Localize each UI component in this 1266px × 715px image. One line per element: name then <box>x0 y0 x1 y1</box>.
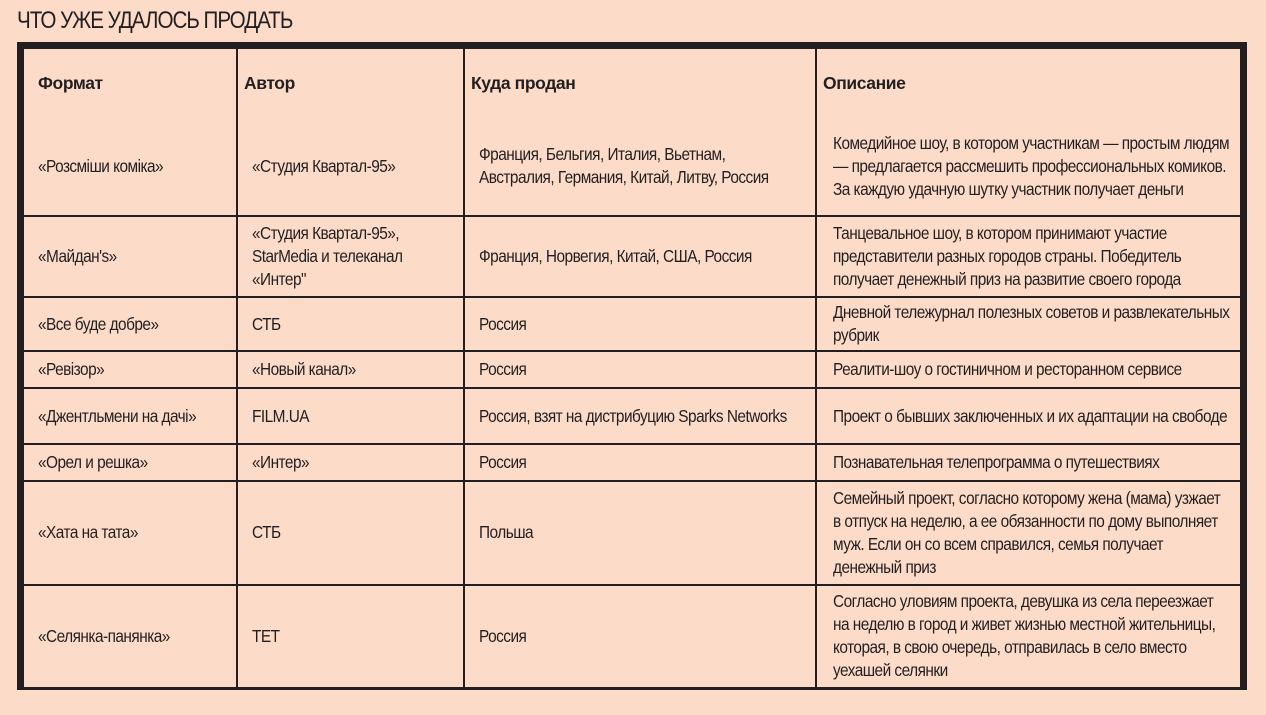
table-header-row <box>24 49 1240 117</box>
sold-to-cell <box>464 481 816 584</box>
sold-to-text: Франция, Норвегия, Китай, США, Россия <box>479 246 752 267</box>
format-text: «Майдан's» <box>38 246 117 267</box>
sold-to-text: Россия <box>479 625 527 646</box>
table-row <box>24 444 1240 481</box>
author-text: «Интер» <box>252 452 310 473</box>
format-text: «Джентльмени на дачі» <box>38 405 197 426</box>
sold-to-cell <box>464 444 816 481</box>
sold-to-text: Россия <box>479 313 527 334</box>
table-row <box>24 351 1240 388</box>
description-cell <box>816 444 1240 481</box>
sold-to-cell <box>464 216 816 297</box>
author-text: СТБ <box>252 522 281 543</box>
author-text: FILM.UA <box>252 405 310 426</box>
format-text: «Все буде добре» <box>38 313 159 334</box>
description-cell <box>816 216 1240 297</box>
author-cell <box>237 297 464 351</box>
format-cell <box>24 444 237 481</box>
table-row <box>24 117 1240 216</box>
description-cell <box>816 351 1240 388</box>
description-text: Проект о бывших заключенных и их адаптации на свободе <box>833 405 1228 426</box>
format-cell <box>24 351 237 388</box>
sales-table <box>24 49 1240 687</box>
description-text: Реалити-шоу о гостиничном и ресторанном сервисе <box>833 359 1182 380</box>
format-cell <box>24 388 237 444</box>
table-row <box>24 388 1240 444</box>
table-row <box>24 297 1240 351</box>
format-cell <box>24 117 237 216</box>
sold-to-text: Россия <box>479 452 527 473</box>
description-cell <box>816 388 1240 444</box>
format-cell <box>24 481 237 584</box>
author-text: СТБ <box>252 313 281 334</box>
header-sold-to: Куда продан <box>464 49 816 117</box>
sold-to-cell <box>464 585 816 687</box>
format-cell <box>24 585 237 687</box>
sales-table-frame <box>17 42 1247 690</box>
author-text: «Студия Квартал-95», StarMedia и телеканал «Интер" <box>252 223 403 290</box>
format-cell <box>24 297 237 351</box>
author-cell <box>237 444 464 481</box>
table-row <box>24 585 1240 687</box>
header-format: Формат <box>24 49 237 117</box>
description-text: Дневной тележурнал полезных советов и развлекательных рубрик <box>833 302 1230 346</box>
author-cell <box>237 585 464 687</box>
sold-to-text: Россия, взят на дистрибуцию Sparks Networks <box>479 405 787 426</box>
header-author: Автор <box>237 49 464 117</box>
table-row <box>24 216 1240 297</box>
author-cell <box>237 216 464 297</box>
format-text: «Розсміши коміка» <box>38 155 164 176</box>
sold-to-text: Россия <box>479 359 527 380</box>
format-cell <box>24 216 237 297</box>
description-text: Комедийное шоу, в котором участникам — простым людям — предлагается рассмешить профессиональных комиков. За каждую удачную шутку участник получает деньги <box>833 132 1230 199</box>
description-cell <box>816 585 1240 687</box>
description-text: Согласно уловиям проекта, девушка из села переезжает на неделю в город и живет жизнью местной жительницы, которая, в свою очередь, отправилась в село вместо уехашей селянки <box>833 591 1216 681</box>
sold-to-cell <box>464 388 816 444</box>
sold-to-cell <box>464 297 816 351</box>
description-text: Познавательная телепрограмма о путешествиях <box>833 452 1160 473</box>
sold-to-cell <box>464 351 816 388</box>
author-text: «Студия Квартал-95» <box>252 155 396 176</box>
sold-to-text: Польша <box>479 522 534 543</box>
author-text: «Новый канал» <box>252 359 356 380</box>
author-cell <box>237 481 464 584</box>
format-text: «Хата на тата» <box>38 522 138 543</box>
description-cell <box>816 117 1240 216</box>
author-cell <box>237 388 464 444</box>
sold-to-cell <box>464 117 816 216</box>
format-text: «Селянка-панянка» <box>38 625 170 646</box>
description-text: Семейный проект, согласно которому жена (мама) узжает в отпуск на неделю, а ее обязанности по дому выполняет муж. Если он со всем справился, семья получает денежный приз <box>833 487 1221 577</box>
sold-to-text: Франция, Бельгия, Италия, Вьетнам, Австралия, Германия, Китай, Литву, Россия <box>479 144 769 188</box>
author-cell <box>237 351 464 388</box>
description-cell <box>816 481 1240 584</box>
format-text: «Ревізор» <box>38 359 105 380</box>
author-cell <box>237 117 464 216</box>
description-cell <box>816 297 1240 351</box>
page-title: ЧТО УЖЕ УДАЛОСЬ ПРОДАТЬ <box>17 7 293 34</box>
description-text: Танцевальное шоу, в котором принимают участие представители разных городов страны. Победитель получает денежный приз на развитие своего города <box>833 223 1182 290</box>
header-description: Описание <box>816 49 1240 117</box>
table-row <box>24 481 1240 584</box>
author-text: ТЕТ <box>252 625 280 646</box>
format-text: «Орел и решка» <box>38 452 148 473</box>
